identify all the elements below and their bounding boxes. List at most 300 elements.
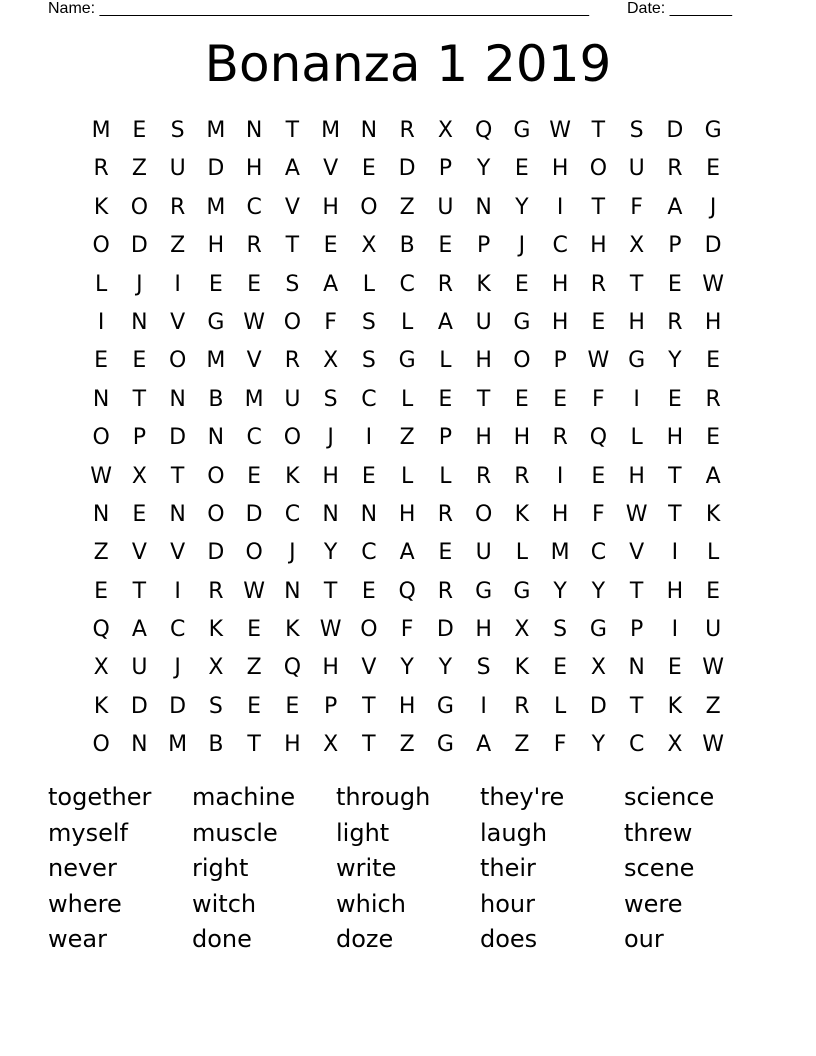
grid-cell: C (628, 732, 645, 758)
grid-cell: G (513, 309, 531, 335)
grid-cell: E (247, 693, 262, 719)
grid-cell: T (132, 386, 147, 412)
name-field[interactable]: Name: _______________________________________________________ (48, 0, 589, 17)
grid-cell: C (246, 425, 262, 451)
grid-cell: K (285, 463, 300, 489)
grid-cell: G (436, 732, 454, 758)
grid-cell: H (628, 309, 645, 335)
grid-cell: D (704, 233, 722, 259)
grid-cell: I (174, 271, 181, 297)
grid-cell: T (132, 578, 147, 604)
grid-cell: Z (131, 156, 147, 182)
grid-cell: O (168, 348, 187, 374)
grid-cell: Y (591, 578, 606, 604)
grid-cell: C (399, 271, 415, 297)
word-list-item: light (336, 818, 390, 847)
word-list-item: machine (192, 783, 296, 811)
grid-cell: E (285, 693, 300, 719)
grid-cell: E (706, 578, 721, 604)
grid-cell: T (629, 693, 644, 719)
grid-cell: H (590, 233, 607, 259)
grid-cell: T (285, 233, 300, 259)
grid-cell: U (437, 194, 454, 220)
grid-cell: H (666, 425, 684, 451)
grid-cell: J (136, 271, 143, 297)
grid-cell: W (702, 732, 724, 758)
grid-cell: A (399, 540, 415, 566)
grid-cell: R (169, 194, 186, 220)
grid-cell: B (399, 233, 415, 259)
grid-cell: W (702, 271, 724, 297)
grid-cell: K (705, 501, 721, 527)
grid-cell: L (400, 463, 414, 489)
grid-cell: E (132, 118, 147, 143)
grid-cell: F (592, 386, 605, 412)
grid-cell: U (475, 540, 492, 566)
grid-cell: J (518, 233, 526, 259)
grid-cell: N (628, 655, 645, 681)
word-list-item: laugh (480, 818, 548, 847)
grid-cell: E (361, 463, 376, 489)
grid-cell: D (169, 425, 187, 451)
grid-cell: O (589, 156, 608, 182)
grid-cell: X (131, 463, 147, 489)
grid-cell: I (671, 540, 679, 566)
word-list (48, 780, 768, 958)
grid-cell: X (208, 655, 224, 681)
grid-cell: X (514, 617, 530, 643)
grid-cell: W (549, 118, 571, 143)
grid-cell: R (399, 118, 415, 143)
grid-cell: Y (553, 578, 567, 604)
grid-cell: A (667, 194, 683, 220)
grid-cell: B (208, 386, 224, 412)
grid-cell: W (90, 463, 112, 489)
grid-cell: E (514, 271, 529, 297)
grid-cell: Z (170, 233, 186, 259)
grid-cell: E (514, 156, 529, 182)
word-list-item: does (480, 925, 538, 953)
grid-cell: E (706, 156, 721, 182)
grid-cell: Y (668, 348, 682, 374)
grid-cell: X (93, 655, 109, 681)
grid-cell: E (553, 655, 568, 681)
grid-cell: T (629, 271, 644, 297)
grid-cell: M (206, 118, 226, 143)
grid-cell: F (553, 732, 567, 758)
grid-cell: R (93, 156, 109, 182)
grid-cell: W (587, 348, 610, 374)
grid-cell: E (667, 271, 682, 297)
grid-cell: H (551, 156, 569, 182)
grid-cell: M (168, 732, 188, 758)
grid-cell: O (92, 425, 110, 451)
grid-cell: G (207, 309, 225, 335)
grid-cell: F (630, 194, 643, 220)
grid-cell: R (514, 693, 530, 719)
grid-cell: H (551, 271, 569, 297)
grid-cell: E (323, 233, 338, 259)
grid-cell: P (629, 617, 644, 643)
grid-cell: H (551, 309, 569, 335)
grid-cell: Y (515, 194, 529, 220)
grid-cell: W (319, 617, 342, 643)
grid-cell: P (476, 233, 491, 259)
grid-cell: X (437, 118, 453, 143)
grid-cell: F (592, 501, 605, 527)
grid-cell: R (705, 386, 721, 412)
grid-cell: E (94, 348, 109, 374)
grid-cell: N (245, 118, 263, 143)
grid-cell: A (476, 732, 492, 758)
grid-cell: J (709, 194, 717, 220)
grid-cell: X (361, 233, 377, 259)
grid-cell: X (629, 233, 645, 259)
grid-cell: E (361, 578, 376, 604)
grid-cell: E (132, 348, 147, 374)
grid-cell: K (208, 617, 224, 643)
grid-cell: D (666, 118, 684, 143)
grid-cell: N (360, 118, 378, 143)
grid-cell: C (361, 540, 377, 566)
grid-cell: H (398, 693, 416, 719)
grid-cell: F (324, 309, 337, 335)
grid-cell: D (169, 693, 187, 719)
grid-cell: S (170, 118, 185, 143)
grid-cell: S (476, 655, 491, 681)
grid-cell: O (207, 463, 225, 489)
grid-cell: D (130, 693, 148, 719)
grid-cell: R (437, 578, 454, 604)
grid-cell: H (513, 425, 531, 451)
grid-cell: Z (93, 540, 109, 566)
grid-cell: O (92, 233, 110, 259)
word-list-item: were (624, 889, 683, 918)
grid-cell: K (667, 693, 683, 719)
grid-cell: A (437, 309, 453, 335)
grid-cell: O (245, 540, 263, 566)
grid-cell: U (131, 655, 148, 681)
grid-cell: Z (705, 693, 721, 719)
grid-cell: C (552, 233, 568, 259)
grid-cell: E (591, 309, 606, 335)
grid-cell: J (327, 425, 334, 451)
grid-cell: N (131, 309, 148, 335)
word-list-item: never (48, 854, 117, 882)
grid-cell: M (206, 348, 226, 374)
word-list-item: through (336, 783, 431, 811)
grid-cell: P (553, 348, 567, 374)
grid-cell: C (590, 540, 607, 566)
grid-cell: E (591, 463, 606, 489)
grid-cell: K (476, 271, 491, 297)
grid-cell: X (590, 655, 606, 681)
grid-cell: Z (399, 425, 415, 451)
grid-cell: N (92, 386, 110, 412)
grid-cell: X (323, 732, 339, 758)
grid-cell: U (169, 156, 186, 182)
grid-cell: R (246, 233, 262, 259)
grid-cell: H (398, 501, 416, 527)
word-list-item: right (192, 854, 249, 882)
grid-cell: L (439, 463, 452, 489)
grid-cell: G (513, 578, 531, 604)
grid-cell: G (628, 348, 646, 374)
grid-cell: M (321, 118, 341, 143)
grid-cell: T (668, 463, 682, 489)
grid-cell: W (243, 578, 265, 604)
grid-cell: D (589, 693, 607, 719)
grid-cell: I (671, 617, 679, 643)
word-list-item: together (48, 783, 152, 811)
grid-cell: T (591, 194, 606, 220)
grid-cell: T (362, 693, 376, 719)
grid-cell: O (513, 348, 531, 374)
grid-cell: D (207, 540, 225, 566)
grid-cell: A (705, 463, 721, 489)
grid-cell: Y (591, 732, 606, 758)
grid-cell: N (475, 194, 492, 220)
grid-cell: U (705, 617, 722, 643)
grid-cell: Y (323, 540, 338, 566)
grid-cell: P (438, 156, 453, 182)
letter-grid (82, 112, 732, 765)
grid-cell: N (169, 386, 186, 412)
word-list-item: where (48, 889, 122, 918)
grid-cell: L (630, 425, 643, 451)
grid-cell: U (475, 309, 492, 335)
word-list-item: which (336, 889, 406, 918)
grid-cell: E (438, 233, 453, 259)
grid-cell: E (667, 386, 682, 412)
grid-cell: L (439, 348, 452, 374)
grid-cell: V (246, 348, 262, 374)
grid-cell: S (629, 118, 644, 143)
grid-cell: T (323, 578, 338, 604)
grid-cell: N (131, 732, 148, 758)
word-list-item: scene (624, 854, 695, 882)
page-title: Bonanza 1 2019 (204, 35, 612, 93)
grid-cell: W (625, 501, 648, 527)
grid-cell: T (170, 463, 185, 489)
grid-cell: G (398, 348, 416, 374)
grid-cell: G (436, 693, 454, 719)
grid-cell: E (94, 578, 109, 604)
grid-cell: Z (246, 655, 262, 681)
grid-cell: R (284, 348, 301, 374)
grid-cell: W (243, 309, 265, 335)
grid-cell: P (668, 233, 682, 259)
grid-cell: D (207, 156, 225, 182)
grid-cell: N (92, 501, 110, 527)
grid-cell: Q (589, 425, 608, 451)
grid-cell: R (514, 463, 530, 489)
grid-cell: V (361, 655, 377, 681)
word-list-item: write (336, 854, 397, 882)
grid-cell: C (361, 386, 377, 412)
grid-cell: S (323, 386, 338, 412)
grid-cell: H (475, 617, 492, 643)
grid-cell: R (475, 463, 492, 489)
grid-cell: V (170, 540, 186, 566)
grid-cell: K (514, 655, 530, 681)
word-list-item: our (624, 925, 664, 953)
grid-cell: O (92, 732, 110, 758)
grid-cell: I (97, 309, 105, 335)
grid-cell: R (552, 425, 568, 451)
grid-cell: Y (400, 655, 414, 681)
grid-cell: R (208, 578, 224, 604)
grid-cell: R (437, 501, 454, 527)
grid-cell: E (667, 655, 682, 681)
grid-cell: C (169, 617, 186, 643)
word-list-item: done (192, 925, 252, 953)
grid-cell: O (474, 501, 493, 527)
grid-cell: Q (283, 655, 302, 681)
grid-cell: H (475, 425, 492, 451)
header-line (48, 0, 748, 20)
grid-cell: B (208, 732, 224, 758)
grid-cell: T (285, 118, 300, 143)
grid-cell: D (130, 233, 148, 259)
grid-cell: M (244, 386, 264, 412)
grid-cell: M (91, 118, 111, 143)
grid-cell: R (590, 271, 607, 297)
grid-cell: E (706, 425, 721, 451)
grid-cell: D (436, 617, 454, 643)
grid-cell: S (285, 271, 300, 297)
grid-cell: X (667, 732, 683, 758)
grid-cell: L (400, 309, 414, 335)
grid-cell: O (283, 309, 302, 335)
grid-cell: S (208, 693, 223, 719)
grid-cell: H (322, 655, 339, 681)
grid-cell: H (207, 233, 225, 259)
grid-cell: V (323, 156, 339, 182)
grid-cell: S (553, 617, 568, 643)
grid-cell: L (515, 540, 528, 566)
grid-cell: Q (398, 578, 416, 604)
grid-cell: G (704, 118, 722, 143)
grid-cell: F (400, 617, 414, 643)
grid-cell: E (514, 386, 529, 412)
grid-cell: A (284, 156, 300, 182)
grid-cell: L (553, 693, 567, 719)
grid-cell: K (93, 194, 109, 220)
grid-cell: I (633, 386, 640, 412)
grid-cell: R (437, 271, 454, 297)
grid-cell: V (284, 194, 300, 220)
grid-cell: O (130, 194, 149, 220)
date-field[interactable]: Date: _______ (627, 0, 732, 17)
grid-cell: O (360, 194, 378, 220)
grid-cell: H (322, 194, 339, 220)
grid-cell: D (398, 156, 416, 182)
word-list-item: wear (48, 925, 107, 953)
grid-cell: E (247, 617, 262, 643)
grid-cell: E (438, 386, 453, 412)
grid-cell: E (247, 271, 262, 297)
grid-cell: Y (476, 156, 491, 182)
grid-cell: H (704, 309, 722, 335)
grid-cell: H (322, 463, 339, 489)
grid-cell: I (365, 425, 373, 451)
grid-cell: C (284, 501, 301, 527)
grid-cell: V (170, 309, 186, 335)
grid-cell: N (360, 501, 378, 527)
grid-cell: O (283, 425, 302, 451)
grid-cell: L (400, 386, 414, 412)
grid-cell: N (169, 501, 186, 527)
grid-cell: K (93, 693, 109, 719)
grid-cell: U (284, 386, 301, 412)
grid-cell: Z (399, 732, 415, 758)
grid-cell: Z (514, 732, 530, 758)
grid-cell: J (174, 655, 181, 681)
grid-cell: T (668, 501, 682, 527)
grid-cell: I (556, 194, 564, 220)
grid-cell: P (132, 425, 147, 451)
grid-cell: H (475, 348, 492, 374)
word-list-item: hour (480, 889, 535, 918)
grid-cell: S (361, 309, 376, 335)
grid-cell: Q (474, 118, 493, 143)
grid-cell: E (438, 540, 453, 566)
grid-cell: N (207, 425, 225, 451)
grid-cell: Q (92, 617, 110, 643)
grid-cell: P (438, 425, 453, 451)
grid-cell: N (322, 501, 339, 527)
grid-cell: E (706, 348, 721, 374)
grid-cell: W (702, 655, 724, 681)
grid-cell: K (514, 501, 530, 527)
grid-cell: L (362, 271, 375, 297)
grid-cell: E (247, 463, 262, 489)
grid-cell: L (94, 271, 108, 297)
grid-cell: H (666, 578, 684, 604)
grid-cell: G (589, 617, 607, 643)
grid-cell: I (480, 693, 487, 719)
grid-cell: Y (438, 655, 453, 681)
grid-cell: P (323, 693, 338, 719)
grid-cell: O (360, 617, 378, 643)
grid-cell: L (706, 540, 720, 566)
grid-cell: N (284, 578, 301, 604)
word-list-item: their (480, 854, 536, 882)
word-list-item: they're (480, 783, 565, 811)
grid-cell: T (247, 732, 261, 758)
grid-cell: Z (399, 194, 415, 220)
grid-cell: A (323, 271, 339, 297)
grid-cell: G (513, 118, 531, 143)
grid-cell: M (550, 540, 570, 566)
grid-cell: S (361, 348, 376, 374)
grid-cell: E (553, 386, 568, 412)
grid-cell: T (476, 386, 491, 412)
grid-cell: R (667, 156, 683, 182)
word-list-item: witch (192, 889, 257, 918)
grid-cell: H (551, 501, 569, 527)
grid-cell: O (207, 501, 225, 527)
grid-cell: M (206, 194, 226, 220)
grid-cell: U (628, 156, 645, 182)
grid-cell: A (131, 617, 147, 643)
grid-cell: H (284, 732, 301, 758)
grid-cell: H (628, 463, 645, 489)
word-list-item: myself (48, 818, 128, 847)
grid-cell: E (208, 271, 223, 297)
grid-cell: J (289, 540, 296, 566)
